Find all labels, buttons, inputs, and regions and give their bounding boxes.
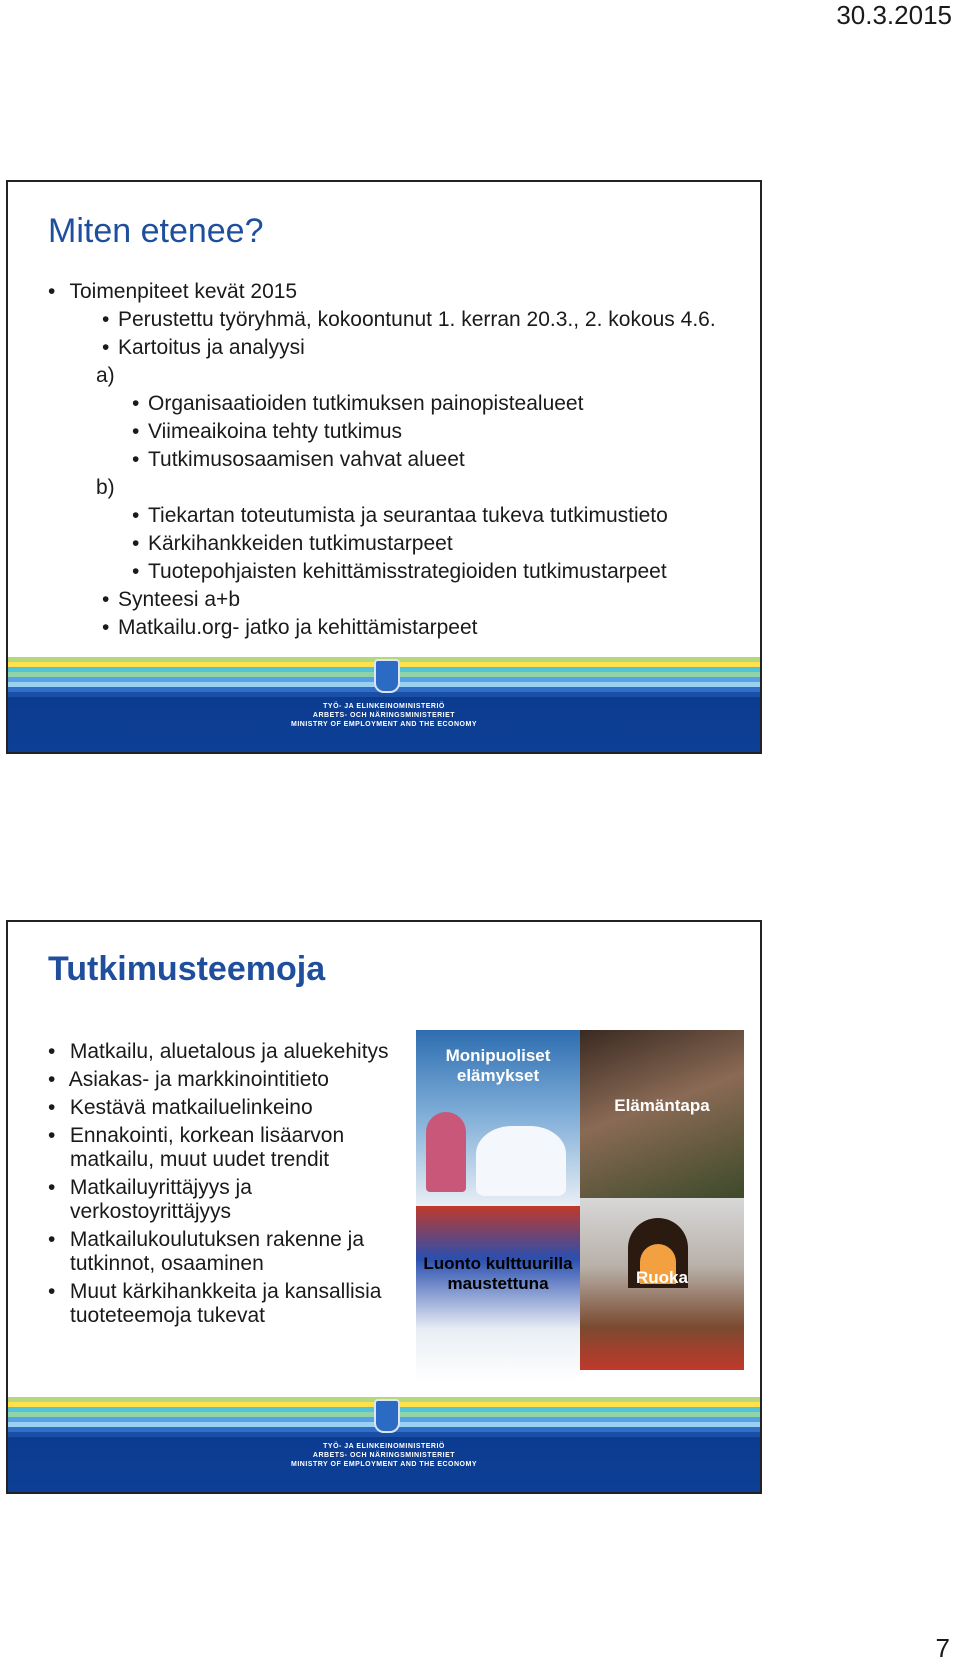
bullet-item: • Perustettu työryhmä, kokoontunut 1. kerran 20.3., 2. kokous 4.6. xyxy=(102,308,716,331)
slide-title: Miten etenee? xyxy=(48,212,264,250)
bullet-item: • Toimenpiteet kevät 2015 xyxy=(48,280,298,303)
ministry-footer xyxy=(8,1397,760,1492)
coat-of-arms-icon xyxy=(374,659,400,693)
bullet-item: • Ennakointi, korkean lisäarvon xyxy=(48,1124,345,1147)
page-number: 7 xyxy=(935,1633,950,1663)
food-photo xyxy=(580,1198,744,1370)
coat-of-arms-icon xyxy=(374,1399,400,1433)
ministry-name-sv: ARBETS- OCH NÄRINGSMINISTERIET xyxy=(312,1452,456,1459)
tile-label: Monipuoliset elämykset xyxy=(445,1046,551,1085)
tile-label: Luonto kulttuurilla maustettuna xyxy=(423,1254,573,1293)
bullet-item: • Synteesi a+b xyxy=(102,588,241,611)
ministry-footer xyxy=(8,657,760,752)
bullet-item: • Matkailu, aluetalous ja aluekehitys xyxy=(48,1040,389,1063)
bullet-item: • Tuotepohjaisten kehittämisstrategioiden tutkimustarpeet xyxy=(132,560,667,583)
ministry-name-fi: TYÖ- JA ELINKEINOMINISTERIÖ xyxy=(323,703,445,710)
bullet-item: • Kärkihankkeiden tutkimustarpeet xyxy=(132,532,453,555)
bullet-item: • Matkailukoulutuksen rakenne ja xyxy=(48,1228,365,1251)
slide-1 xyxy=(6,180,762,754)
slide-title: Tutkimusteemoja xyxy=(48,950,326,988)
bullet-item: • Tiekartan toteutumista ja seurantaa tukeva tutkimustieto xyxy=(132,504,668,527)
ministry-name-en: MINISTRY OF EMPLOYMENT AND THE ECONOMY xyxy=(291,1461,477,1468)
list-marker: b) xyxy=(96,476,115,499)
bullet-continuation: tutkinnot, osaaminen xyxy=(70,1252,264,1275)
image-collage xyxy=(416,1030,760,1382)
header-date: 30.3.2015 xyxy=(836,0,952,30)
sauna-photo xyxy=(580,1030,744,1198)
ministry-name-sv: ARBETS- OCH NÄRINGSMINISTERIET xyxy=(312,712,456,719)
list-marker: a) xyxy=(96,364,115,387)
bullet-continuation: tuoteteemoja tukevat xyxy=(70,1304,265,1327)
bullet-item: • Viimeaikoina tehty tutkimus xyxy=(132,420,403,443)
bullet-item: • Muut kärkihankkeita ja kansallisia xyxy=(48,1280,382,1303)
winter-photo xyxy=(416,1030,580,1206)
tile-label: Ruoka xyxy=(636,1268,688,1287)
culture-photo xyxy=(416,1206,580,1382)
ministry-name-en: MINISTRY OF EMPLOYMENT AND THE ECONOMY xyxy=(291,721,477,728)
bullet-item: • Matkailu.org- jatko ja kehittämistarpeet xyxy=(102,616,478,639)
slide-2 xyxy=(6,920,762,1494)
bullet-continuation: matkailu, muut uudet trendit xyxy=(70,1148,330,1171)
bullet-item: • Matkailuyrittäjyys ja xyxy=(48,1176,252,1199)
bullet-item: • Kestävä matkailuelinkeino xyxy=(48,1096,313,1119)
ministry-name-fi: TYÖ- JA ELINKEINOMINISTERIÖ xyxy=(323,1443,445,1450)
bullet-item: • Kartoitus ja analyysi xyxy=(102,336,305,359)
bullet-continuation: verkostoyrittäjyys xyxy=(70,1200,232,1223)
bullet-item: • Tutkimusosaamisen vahvat alueet xyxy=(132,448,465,471)
tile-label: Elämäntapa xyxy=(614,1096,710,1115)
bullet-item: • Asiakas- ja markkinointitieto xyxy=(48,1068,329,1091)
bullet-item: • Organisaatioiden tutkimuksen painopistealueet xyxy=(132,392,584,415)
